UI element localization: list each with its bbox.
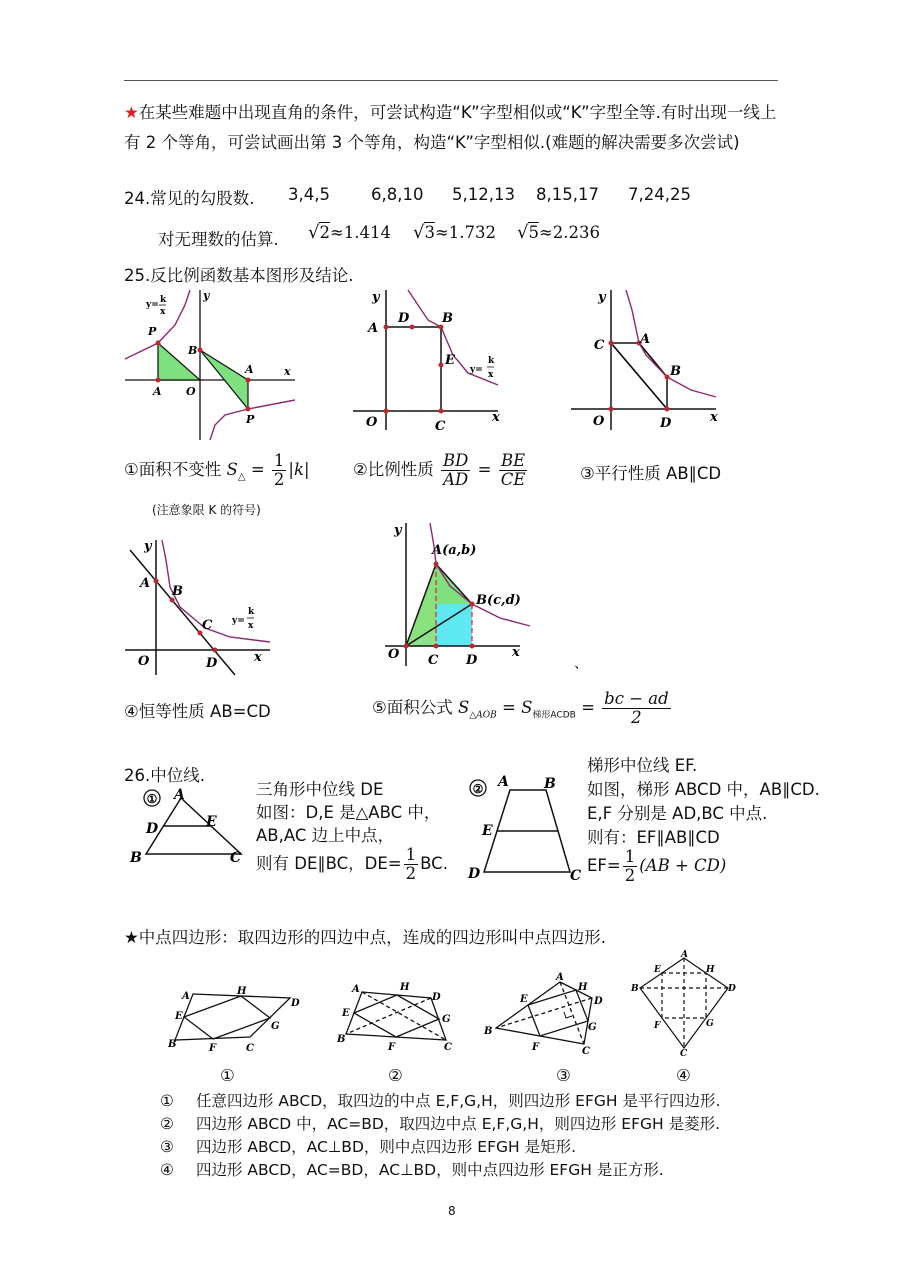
tri-B: B [130,850,142,866]
mq1-A: A [182,991,190,1002]
triple-4: 8,15,17 [536,185,599,204]
trap-B: B [544,776,556,792]
label-B: B [670,364,681,379]
mq-caption-2: ② [388,1066,403,1085]
root-5-value: ≈2.236 [538,223,601,242]
figure-identity [120,535,280,680]
label-C: C [594,338,605,353]
mq3-G: G [588,1022,597,1033]
mq4-D: D [728,984,736,994]
root-2-value: ≈1.414 [329,223,392,242]
c5-eq: = [502,698,516,717]
mq4-F: F [654,1021,661,1031]
root-2-radicand: 2 [319,223,330,242]
mq-item-4-num: ④ [160,1161,174,1179]
mq3-D: D [594,996,603,1007]
triple-5: 7,24,25 [628,185,691,204]
label-x: x [492,410,500,425]
figure-parallel [566,285,726,435]
label-P2: P [246,413,255,426]
mq3-H: H [578,982,588,993]
func-x: x [248,621,254,631]
midquad-figure-4 [628,950,743,1060]
star-icon: ★ [124,103,139,122]
midquad-figure-1 [165,982,310,1052]
trap-E: E [482,823,493,839]
mq-item-2-num: ② [160,1115,174,1133]
label-A: A [140,576,151,591]
func-k: k [248,607,255,617]
mq1-E: E [175,1011,183,1022]
label-E: E [445,353,455,368]
c5-den: 2 [631,708,642,727]
label-D: D [398,311,410,326]
mq4-H: H [706,965,715,975]
label-B: B [188,344,198,357]
trap-den: 2 [624,866,636,885]
midquad-figure-3 [482,970,607,1056]
c5-sub1: △AOB [469,710,497,721]
header-rule [124,80,778,81]
trap-A: A [498,774,509,790]
mq4-A: A [681,950,688,960]
tri-A: A [174,787,185,803]
conclusion-5 [372,690,673,727]
label-x: x [512,645,520,660]
mq4-G: G [706,1019,714,1029]
trap-l4a: EF= [587,856,621,875]
midquad-item-4 [160,1159,720,1182]
c1-den: 2 [273,470,285,489]
label-x: x [284,365,291,378]
root-2: √2≈1.414 [308,222,392,243]
mq2-F: F [388,1042,396,1053]
mq3-C: C [582,1046,590,1056]
label-y: y [144,539,152,554]
mq4-C: C [680,1049,688,1059]
tri-D: D [146,821,159,837]
label-x: x [254,650,262,665]
root-5-radicand: 5 [528,223,539,242]
mq1-F: F [209,1043,217,1052]
s24-title-row [124,185,255,209]
mq3-F: F [532,1042,540,1053]
mq1-C: C [246,1043,254,1052]
hyperbola [408,290,498,385]
label-B: B [172,584,183,599]
c5-num: bc − ad [604,689,669,708]
label-D: D [466,653,478,668]
c1-sub: △ [237,471,246,483]
trap-C: C [570,868,582,884]
mq-caption-4: ④ [676,1066,691,1085]
mq-item-4-text: 四边形 ABCD，AC=BD，AC⊥BD，则中点四边形 EFGH 是正方形. [196,1161,664,1179]
c5-sub2: 梯形ACDB [532,710,576,721]
mq1-D: D [291,998,300,1009]
func-k: k [160,295,167,305]
tri-line-1: 如图：D,E 是△ABC 中， [256,803,441,822]
tri-l3b: BC. [420,854,448,873]
c1-eq: = [250,460,265,479]
figure-ratio [348,285,508,435]
mq2-B: B [337,1034,346,1045]
tri-line-2: AB,AC 边上中点， [256,826,395,845]
conclusion-1 [124,452,310,489]
label-x: x [710,410,718,425]
label-C: C [428,653,439,668]
c2-d2: CE [500,470,526,489]
midquad-title: 中点四边形：取四边形的四边中点，连成的四边形叫中点四边形. [138,928,607,947]
c5-S1: S [458,698,470,717]
trap-num: 1 [624,847,636,866]
c5-label: ⑤面积公式 [372,698,453,717]
c1-num: 1 [273,451,285,470]
tri-marker: ① [146,792,158,806]
triple-2: 6,8,10 [371,185,424,204]
tri-C: C [230,850,242,866]
mq2-D: D [432,992,441,1003]
tri-line-3 [256,846,448,883]
conclusion-2 [353,452,529,489]
trap-D: D [468,866,481,882]
trap-marker: ② [472,782,484,796]
mq2-G: G [442,1014,451,1025]
label-O: O [138,654,150,669]
root-3-radicand: 3 [424,223,435,242]
c1-S: S [226,460,238,479]
mq-item-1-num: ① [160,1092,174,1110]
stray-mark: 、 [574,656,588,672]
label-Bcd: B(c,d) [476,593,521,608]
mq3-B: B [484,1026,493,1037]
mq2-E: E [342,1008,350,1019]
label-B: B [442,311,453,326]
func-x: x [160,307,166,317]
trap-l4b: (AB + CD) [639,856,727,875]
s24-title: 24.常见的勾股数. [124,189,255,208]
conclusion-3: ③平行性质 AB∥CD [580,464,722,483]
s26-title: 26.中位线. [124,766,205,785]
c1-label: ①面积不变性 [124,460,222,479]
root-5: √5≈2.236 [517,222,601,243]
label-Aab: A(a,b) [432,543,477,558]
label-D: D [206,656,218,671]
trapezoid-cyan [436,604,472,646]
mq1-H: H [237,986,247,997]
label-D: D [660,416,672,431]
root-3: √3≈1.732 [413,222,497,243]
midquad-figure-2 [336,978,461,1056]
mq3-E: E [520,994,528,1005]
midquad-item-2 [160,1113,720,1136]
figure-area-invariance [120,285,305,445]
label-O: O [593,414,605,429]
conclusion-4: ④恒等性质 AB=CD [124,702,271,721]
midquad-item-3 [160,1136,720,1159]
mq-caption-3: ③ [556,1066,571,1085]
trap-line-1: 如图，梯形 ABCD 中，AB∥CD. [587,780,820,799]
label-y: y [203,289,210,302]
label-y: y [372,290,380,305]
tri-l3a: 则有 DE∥BC，DE= [256,854,402,873]
figure-area-formula [380,518,550,668]
mq4-E: E [654,965,661,975]
c1-note: (注意象限 K 的符号) [152,503,261,517]
label-O: O [186,385,196,398]
estimate-label: 对无理数的估算. [158,230,279,249]
midquad-title-row [124,924,606,948]
trap-line-3: 则有：EF∥AB∥CD [587,828,720,847]
label-C: C [435,419,446,434]
c5-eq2: = [581,698,595,717]
c2-d1: AD [443,470,469,489]
mq1-G: G [271,1021,280,1032]
label-C: C [202,618,213,633]
midquad-item-1 [160,1090,720,1113]
trap-title: 梯形中位线 EF. [587,756,698,775]
func-y: y= [470,365,483,375]
mq-item-3-text: 四边形 ABCD，AC⊥BD，则中点四边形 EFGH 是矩形. [196,1138,577,1156]
func-y: y= [146,300,159,310]
star-icon: ★ [124,928,139,947]
s25-title: 25.反比例函数基本图形及结论. [124,266,354,285]
page-number: 8 [448,1204,456,1218]
triple-1: 3,4,5 [288,185,330,204]
c2-eq: = [477,460,492,479]
label-A: A [153,385,162,398]
label-P: P [148,325,157,338]
intro-paragraph [124,98,784,158]
mq1-B: B [168,1039,177,1050]
mq2-A: A [352,984,360,995]
label-O: O [388,647,400,662]
c1-abs: |k| [288,460,310,479]
mq-item-2-text: 四边形 ABCD 中，AC=BD，取四边中点 E,F,G,H，则四边形 EFGH 是菱形. [196,1115,721,1133]
mq-item-1-text: 任意四边形 ABCD，取四边的中点 E,F,G,H，则四边形 EFGH 是平行四边形. [196,1092,721,1110]
intro-text: 在某些难题中出现直角的条件，可尝试构造“K”字型相似或“K”字型全等.有时出现一线上有 2 个等角，可尝试画出第 3 个等角，构造“K”字型相似.(难题的解决需要多次尝试) [124,103,777,152]
func-y: y= [232,616,245,626]
label-O: O [366,415,378,430]
label-y: y [394,523,402,538]
c2-n2: BE [499,452,528,471]
mq2-H: H [400,982,410,993]
label-y: y [598,290,606,305]
tri-num: 1 [405,845,417,864]
mq-item-3-num: ③ [160,1138,174,1156]
mq-caption-1: ① [220,1066,235,1085]
midquad-list [160,1090,720,1182]
figure-trapezoid-midline [466,772,586,884]
mq4-B: B [631,984,639,994]
c2-n1: BD [443,451,469,470]
label-A2: A [245,363,254,376]
tri-title: 三角形中位线 DE [256,780,384,799]
figure-triangle-midline [126,786,251,871]
mq3-A: A [556,972,564,983]
label-A: A [368,321,379,336]
c2-label: ②比例性质 [353,460,434,479]
trap-line-2: E,F 分别是 AD,BC 中点. [587,804,768,823]
triple-3: 5,12,13 [452,185,515,204]
func-k: k [488,356,495,366]
label-A: A [640,332,651,347]
c5-S2: S [521,698,533,717]
func-x: x [488,370,494,380]
mq2-C: C [444,1042,452,1053]
tri-den: 2 [405,864,417,883]
root-3-value: ≈1.732 [434,223,497,242]
tri-E: E [206,814,217,830]
trap-line-4 [587,848,726,885]
